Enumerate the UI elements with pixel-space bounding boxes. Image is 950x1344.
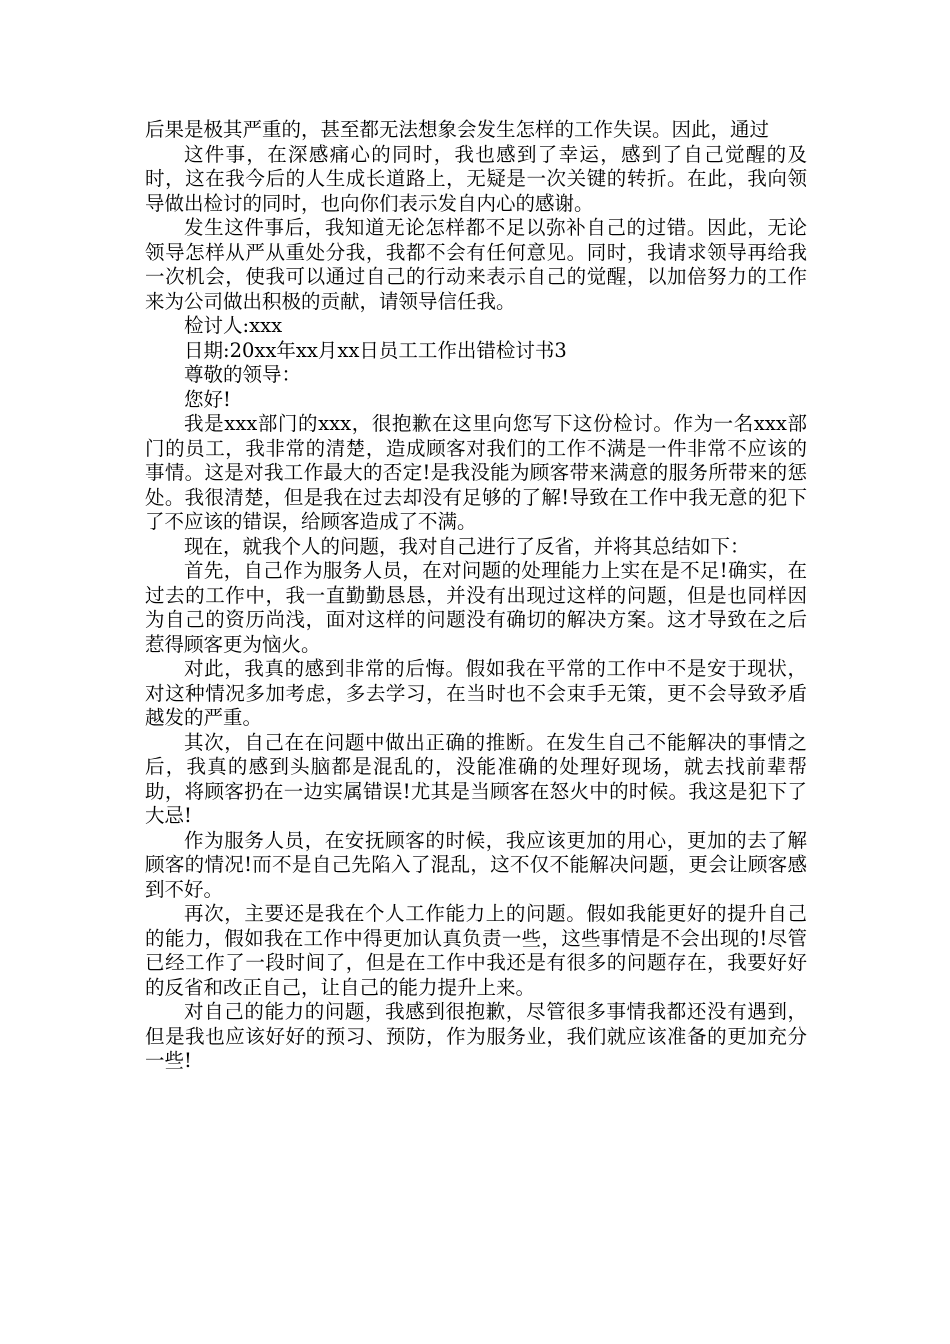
- signature-line: 检讨人:xxx: [184, 314, 283, 337]
- paragraph: 其次，自己在在问题中做出正确的推断。在发生自己不能解决的事情之后，我真的感到头脑都是混乱的，没能准确的处理好现场，就去找前辈帮助，将顾客扔在一边实属错误!尤其是当顾客在怒火中的时候。我这是犯下了大忌!: [145, 730, 807, 827]
- document-body: [145, 118, 807, 1074]
- paragraph: 作为服务人员，在安抚顾客的时候，我应该更加的用心，更加的去了解顾客的情况!而不是自己先陷入了混乱，这不仅不能解决问题，更会让顾客感到不好。: [145, 828, 807, 901]
- greeting: 您好!: [184, 387, 231, 411]
- paragraph: 首先，自己作为服务人员，在对问题的处理能力上实在是不足!确实，在过去的工作中，我一直勤勤恳恳，并没有出现过这样的问题，但是也同样因为自己的资历尚浅，面对这样的问题没有确切的解决方案。这才导致在之后惹得顾客更为恼火。: [145, 559, 807, 656]
- paragraph: 发生这件事后，我知道无论怎样都不足以弥补自己的过错。因此，无论领导怎样从严从重处分我，我都不会有任何意见。同时，我请求领导再给我一次机会，使我可以通过自己的行动来表示自己的觉醒，以加倍努力的工作来为公司做出积极的贡献，请领导信任我。: [145, 216, 807, 313]
- salutation: 尊敬的领导：: [184, 363, 302, 386]
- paragraph: 再次，主要还是我在个人工作能力上的问题。假如我能更好的提升自己的能力，假如我在工作中得更加认真负责一些，这些事情是不会出现的!尽管已经工作了一段时间了，但是在工作中我还是有很多的问题存在，我要好好的反省和改正自己，让自己的能力提升上来。: [145, 902, 807, 999]
- paragraph: 后果是极其严重的，甚至都无法想象会发生怎样的工作失误。因此，通过: [145, 118, 770, 141]
- paragraph: 对自己的能力的问题，我感到很抱歉，尽管很多事情我都还没有遇到，但是我也应该好好的预习、预防，作为服务业，我们就应该准备的更加充分一些!: [145, 1000, 807, 1072]
- paragraph: 这件事，在深感痛心的同时，我也感到了幸运，感到了自己觉醒的及时，这在我今后的人生成长道路上，无疑是一次关键的转折。在此，我向领导做出检讨的同时，也向你们表示发自内心的感谢。: [145, 142, 807, 215]
- paragraph: 我是xxx部门的xxx，很抱歉在这里向您写下这份检讨。作为一名xxx部门的员工，我非常的清楚，造成顾客对我们的工作不满是一件非常不应该的事情。这是对我工作最大的否定!是我没能为顾客带来满意的服务所带来的惩处。我很清楚，但是我在过去却没有足够的了解!导致在工作中我无意的犯下了不应该的错误，给顾客造成了不满。: [145, 412, 807, 533]
- paragraph: 对此，我真的感到非常的后悔。假如我在平常的工作中不是安于现状，对这种情况多加考虑，多去学习，在当时也不会束手无策，更不会导致矛盾越发的严重。: [145, 657, 807, 729]
- date-line: 日期:20xx年xx月xx日员工工作出错检讨书3: [184, 338, 567, 362]
- paragraph: 现在，就我个人的问题，我对自己进行了反省，并将其总结如下：: [184, 534, 750, 558]
